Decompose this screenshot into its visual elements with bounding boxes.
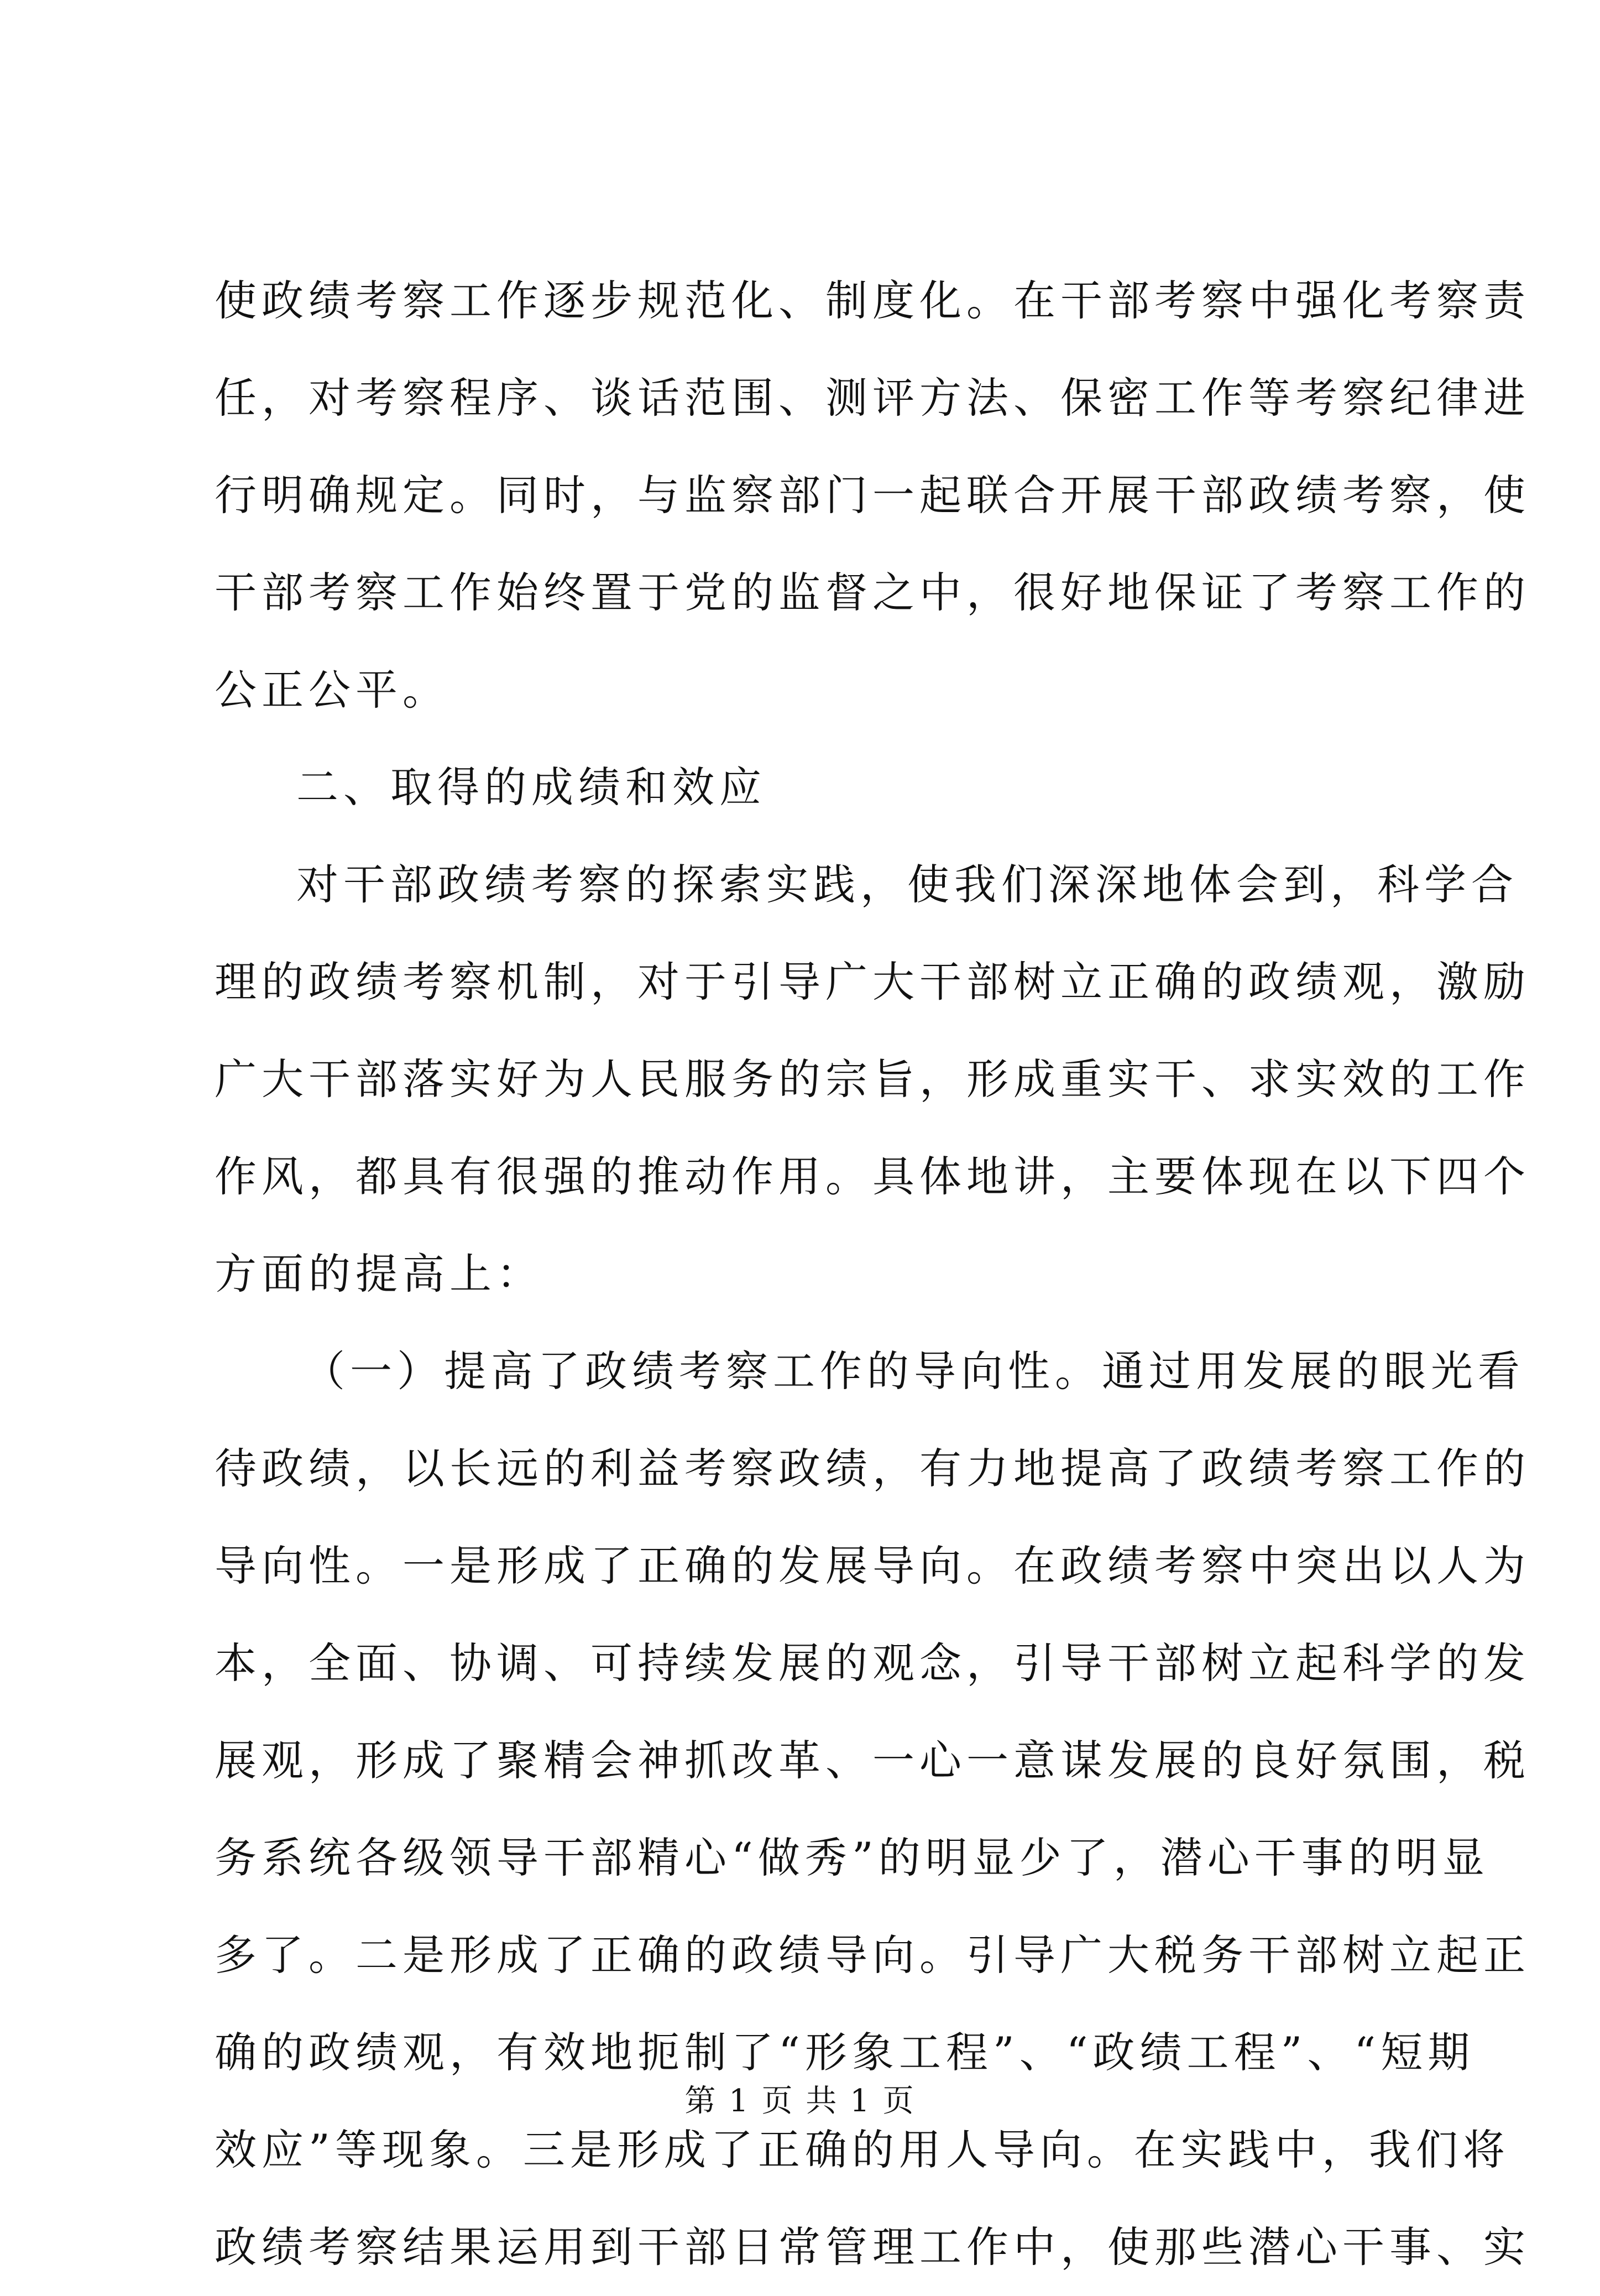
page-footer (0, 2079, 1600, 2123)
text-line: 本，全面、协调、可持续发展的观念，引导干部树立起科学的发 (215, 1638, 1530, 1688)
text-line: 任，对考察程序、谈话范围、测评方法、保密工作等考察纪律进 (215, 373, 1530, 422)
text-line: 公正公平。 (215, 665, 449, 714)
text-line: 展观，形成了聚精会神抓改革、一心一意谋发展的良好氛围，税 (215, 1736, 1530, 1785)
text-line: 效应”等现象。三是形成了正确的用人导向。在实践中，我们将 (215, 2125, 1510, 2174)
text-line: 待政绩，以长远的利益考察政绩，有力地提高了政绩考察工作的 (215, 1444, 1530, 1493)
text-line: 方面的提高上： (215, 1249, 543, 1298)
text-line: 政绩考察结果运用到干部日常管理工作中，使那些潜心干事、实 (215, 2222, 1530, 2272)
text-line: 对干部政绩考察的探索实践，使我们深深地体会到，科学合 (296, 860, 1518, 909)
text-line: 行明确规定。同时，与监察部门一起联合开展干部政绩考察，使 (215, 471, 1530, 520)
text-line: 多了。二是形成了正确的政绩导向。引导广大税务干部树立起正 (215, 1930, 1530, 1980)
text-line: 干部考察工作始终置于党的监督之中，很好地保证了考察工作的 (215, 568, 1530, 617)
text-line: 作风，都具有很强的推动作用。具体地讲，主要体现在以下四个 (215, 1152, 1530, 1201)
text-line: 务系统各级领导干部精心“做秀”的明显少了，潜心干事的明显 (215, 1833, 1489, 1882)
page-number: 第 1 页 共 1 页 (684, 2083, 916, 2119)
body-text (215, 252, 1530, 2296)
text-line: 确的政绩观，有效地扼制了“形象工程”、“政绩工程”、“短期 (215, 2028, 1475, 2077)
text-line: 使政绩考察工作逐步规范化、制度化。在干部考察中强化考察责 (215, 276, 1530, 325)
section-heading: 二、取得的成绩和效应 (296, 763, 766, 812)
text-line: 导向性。一是形成了正确的发展导向。在政绩考察中突出以人为 (215, 1541, 1530, 1590)
text-line: 广大干部落实好为人民服务的宗旨，形成重实干、求实效的工作 (215, 1055, 1530, 1104)
text-line: 理的政绩考察机制，对于引导广大干部树立正确的政绩观，激励 (215, 957, 1530, 1006)
subsection-line: （一）提高了政绩考察工作的导向性。通过用发展的眼光看 (303, 1347, 1525, 1396)
